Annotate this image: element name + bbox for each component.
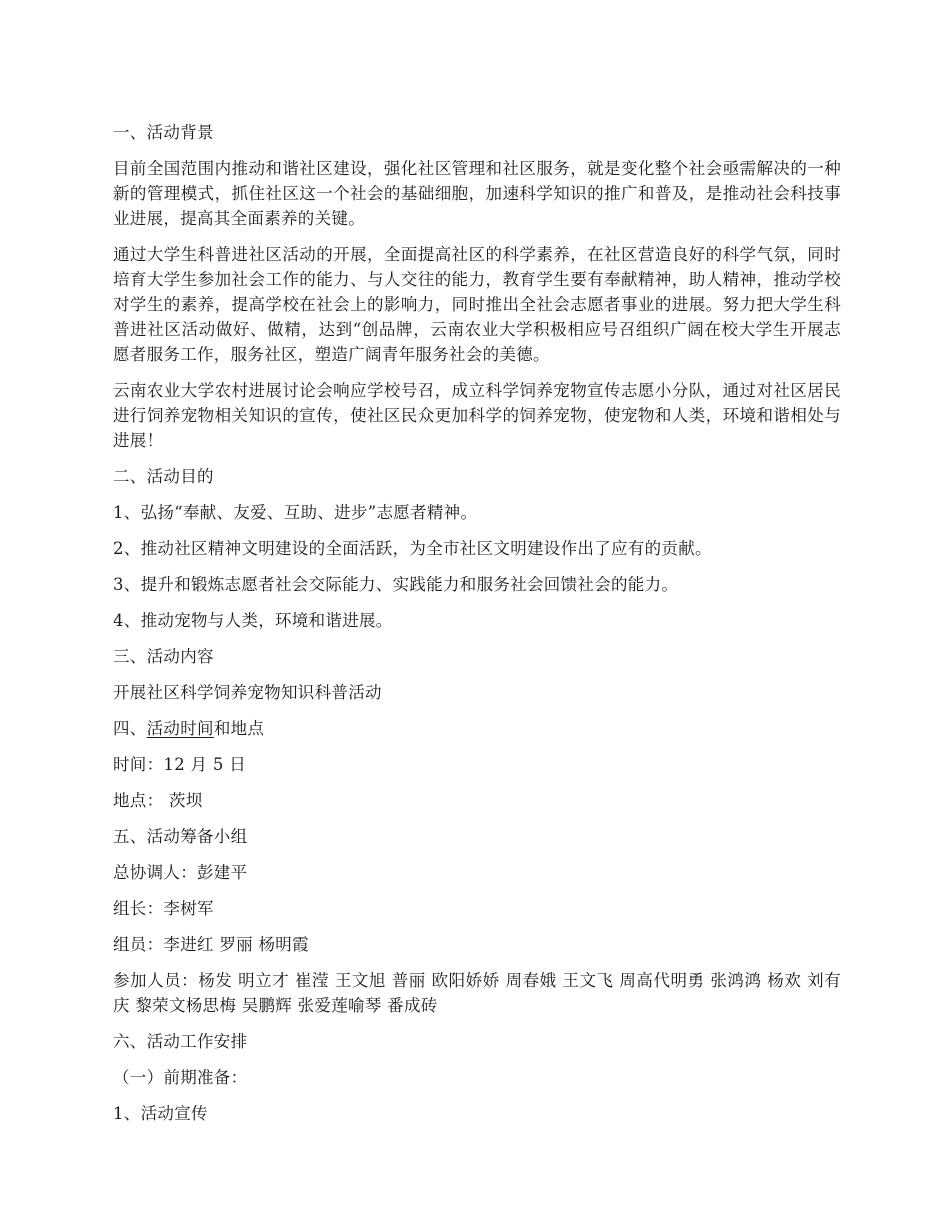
purpose-item-3: 3、提升和锻炼志愿者社会交际能力、实践能力和服务社会回馈社会的能力。 <box>113 575 679 594</box>
team-members: 组员：李进红 罗丽 杨明霞 <box>113 935 309 954</box>
content-description: 开展社区科学饲养宠物知识科普活动 <box>113 683 382 702</box>
paragraph-background-3: 云南农业大学农村进展讨论会响应学校号召，成立科学饲养宠物宣传志愿小分队，通过对社区居民进行饲养宠物相关知识的宣传，使社区民众更加科学的饲养宠物，使宠物和人类，环境和谐相处与进展！ <box>113 381 841 450</box>
heading-prefix: 四、 <box>113 719 147 738</box>
section-heading-time-place <box>113 716 841 741</box>
activity-time-link[interactable]: 活动时间 <box>146 719 214 738</box>
team-leader: 组长：李树军 <box>113 899 214 918</box>
team-participants: 参加人员：杨发 明立才 崔滢 王文旭 普丽 欧阳娇娇 周春娥 王文飞 周高代明勇 张鸿鸿 杨欢 刘有庆 黎荣文杨思梅 吴鹏辉 张爱莲喻琴 番成砖 <box>113 971 841 1015</box>
section-heading-content: 三、活动内容 <box>113 647 214 666</box>
section-heading-arrangement: 六、活动工作安排 <box>113 1032 248 1051</box>
preparation-item-1: 1、活动宣传 <box>113 1104 208 1123</box>
activity-place: 地点： 茨坝 <box>113 791 203 810</box>
section-heading-team: 五、活动筹备小组 <box>113 827 248 846</box>
paragraph-background-1: 目前全国范围内推动和谐社区建设，强化社区管理和社区服务，就是变化整个社会亟需解决的一种新的管理模式，抓住社区这一个社会的基础细胞，加速科学知识的推广和普及，是推动社会科技事业进展，提高其全面素养的关键。 <box>113 159 841 228</box>
purpose-item-2: 2、推动社区精神文明建设的全面活跃，为全市社区文明建设作出了应有的贡献。 <box>113 539 712 558</box>
document-page <box>113 120 841 1137</box>
team-coordinator: 总协调人：彭建平 <box>113 863 248 882</box>
purpose-item-1: 1、弘扬“奉献、友爱、互助、进步”志愿者精神。 <box>113 503 478 522</box>
paragraph-background-2: 通过大学生科普进社区活动的开展，全面提高社区的科学素养，在社区营造良好的科学气氛，同时培育大学生参加社会工作的能力、与人交往的能力，教育学生要有奉献精神，助人精神，推动学校对学生的素养，提高学校在社会上的影响力，同时推出全社会志愿者事业的进展。努力把大学生科普进社区活动做好、做精，达到“创品牌，云南农业大学积极相应号召组织广阔在校大学生开展志愿者服务工作，服务社区，塑造广阔青年服务社会的美德。 <box>113 245 841 364</box>
section-heading-background: 一、活动背景 <box>113 123 214 142</box>
heading-suffix: 和地点 <box>213 719 265 738</box>
purpose-item-4: 4、推动宠物与人类，环境和谐进展。 <box>113 611 393 630</box>
activity-time: 时间：12 月 5 日 <box>113 755 247 774</box>
section-heading-purpose: 二、活动目的 <box>113 467 214 486</box>
subsection-preparation: （一）前期准备： <box>113 1068 248 1087</box>
